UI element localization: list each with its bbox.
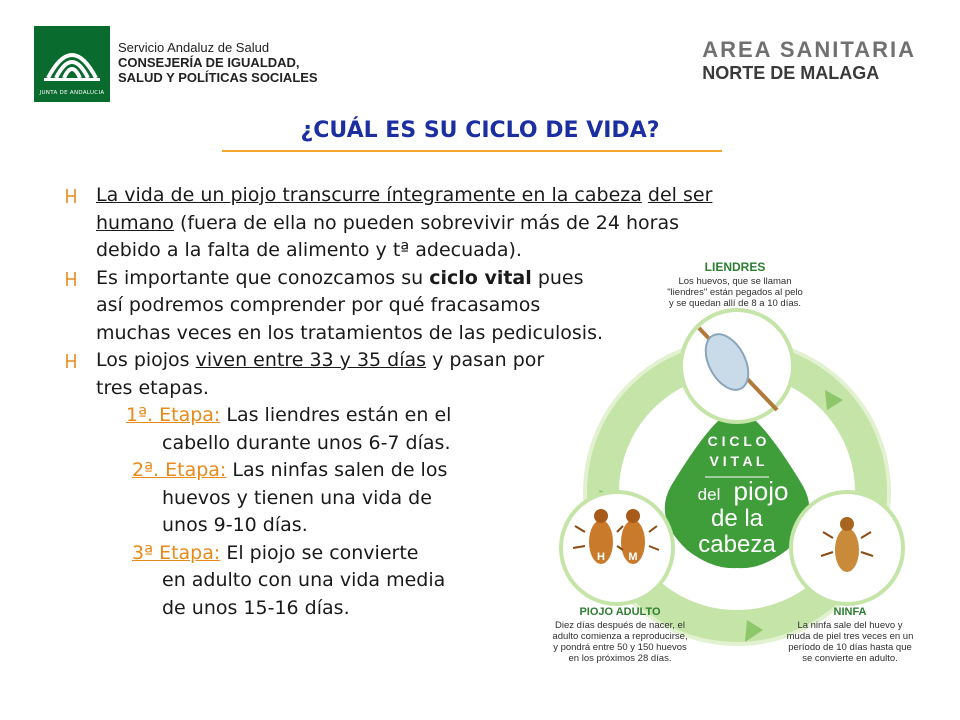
org-line-3: SALUD Y POLÍTICAS SOCIALES bbox=[118, 70, 318, 85]
logo-caption: JUNTA DE ANDALUCIA bbox=[39, 90, 105, 96]
nymph-title: NINFA bbox=[833, 606, 867, 618]
bullet-1-underlined-c: humano bbox=[96, 211, 174, 234]
adult-line-2: adulto comienza a reproducirse, bbox=[552, 631, 688, 642]
stage-2-line-2: huevos y tienen una vida de bbox=[162, 486, 432, 509]
bullet-1-text: (fuera de ella no pueden sobrevivir más de 24 horas bbox=[173, 211, 680, 234]
female-label: M bbox=[628, 551, 638, 563]
organization-name bbox=[118, 40, 318, 85]
nymph-description bbox=[765, 620, 935, 664]
bullet-2-text-a: Es importante que conozcamos su bbox=[96, 266, 430, 289]
bullet-3-text-b: y pasan por bbox=[426, 349, 545, 371]
bullet-2-text-b: pues bbox=[531, 266, 584, 289]
bullet-1-line-3: debido a la falta de alimento y tª adecuada). bbox=[96, 239, 522, 261]
area-line-2: NORTE DE MALAGA bbox=[702, 63, 880, 83]
adult-title: PIOJO ADULTO bbox=[579, 606, 661, 618]
stage-3-label: 3ª Etapa: bbox=[132, 541, 221, 564]
bullet-icon bbox=[64, 353, 78, 369]
bullet-2-bold: ciclo vital bbox=[429, 266, 532, 289]
adult-line-1: Diez días después de nacer, el bbox=[555, 620, 685, 631]
center-text-4: piojo bbox=[733, 476, 789, 506]
nymph-line-2: muda de piel tres veces en un bbox=[786, 631, 914, 642]
stage-2-label: 2ª. Etapa: bbox=[132, 459, 227, 481]
center-text-5: de la bbox=[710, 505, 764, 532]
bullet-1-underlined-b: del ser bbox=[647, 184, 713, 206]
stage-3-line-2: en adulto con una vida media bbox=[162, 569, 446, 591]
area-line-1: AREA SANITARIA bbox=[702, 37, 916, 62]
nymph-line-4: se convierte en adulto. bbox=[802, 653, 898, 664]
junta-andalucia-logo bbox=[34, 26, 110, 102]
nits-line-2: "liendres" están pegados al pelo bbox=[667, 287, 803, 298]
stage-1-label: 1ª. Etapa: bbox=[126, 404, 221, 426]
nits-line-1: Los huevos, que se llaman bbox=[678, 276, 792, 287]
bullet-3-underlined: viven entre 33 y 35 días bbox=[195, 349, 427, 371]
title-underline bbox=[222, 150, 722, 152]
bullet-1-underlined-a: La vida de un piojo transcurre íntegramente en la cabeza bbox=[96, 184, 642, 206]
adult-line-3: y pondrá entre 50 y 150 huevos bbox=[553, 642, 687, 653]
adult-line-4: en los próximos 28 días. bbox=[568, 653, 672, 664]
nymph-line-1: La ninfa sale del huevo y bbox=[797, 620, 903, 631]
male-label: H bbox=[597, 551, 605, 563]
bullet-2-line-3: muchas veces en los tratamientos de las pediculosis. bbox=[96, 321, 604, 344]
page-title: ¿CUÁL ES SU CICLO DE VIDA? bbox=[300, 118, 660, 143]
nymph-line-3: período de 10 días hasta que bbox=[788, 642, 912, 653]
stage-1-line-2: cabello durante unos 6-7 días. bbox=[162, 431, 451, 454]
bullet-3-text-a: Los piojos bbox=[96, 349, 196, 371]
bullet-2-line-2: así podremos comprender por qué fracasamos bbox=[96, 294, 541, 316]
nits-description bbox=[645, 276, 825, 309]
center-text-1: C I C L O bbox=[707, 433, 767, 449]
life-cycle-diagram bbox=[525, 250, 945, 690]
nits-title: LIENDRES bbox=[704, 260, 766, 274]
adult-description bbox=[535, 620, 705, 664]
center-text-2: V I T A L bbox=[709, 453, 765, 469]
stage-2-line-3: unos 9-10 días. bbox=[162, 514, 308, 536]
bullet-icon bbox=[64, 188, 78, 204]
stage-2-text: Las ninfas salen de los bbox=[226, 459, 448, 481]
center-text-6: cabeza bbox=[698, 531, 776, 558]
stage-3-line-3: de unos 15-16 días. bbox=[162, 596, 350, 619]
stage-1-text: Las liendres están en el bbox=[220, 404, 452, 426]
bullet-icon bbox=[64, 271, 78, 287]
org-line-1: Servicio Andaluz de Salud bbox=[118, 40, 270, 55]
bullet-3-line-2: tres etapas. bbox=[96, 376, 209, 399]
nits-line-3: y se quedan allí de 8 a 10 días. bbox=[668, 298, 802, 309]
area-sanitaria bbox=[702, 38, 916, 84]
org-line-2: CONSEJERÍA DE IGUALDAD, bbox=[118, 55, 300, 70]
stage-3-text: El piojo se convierte bbox=[220, 541, 419, 564]
center-text-3: del bbox=[697, 485, 721, 504]
